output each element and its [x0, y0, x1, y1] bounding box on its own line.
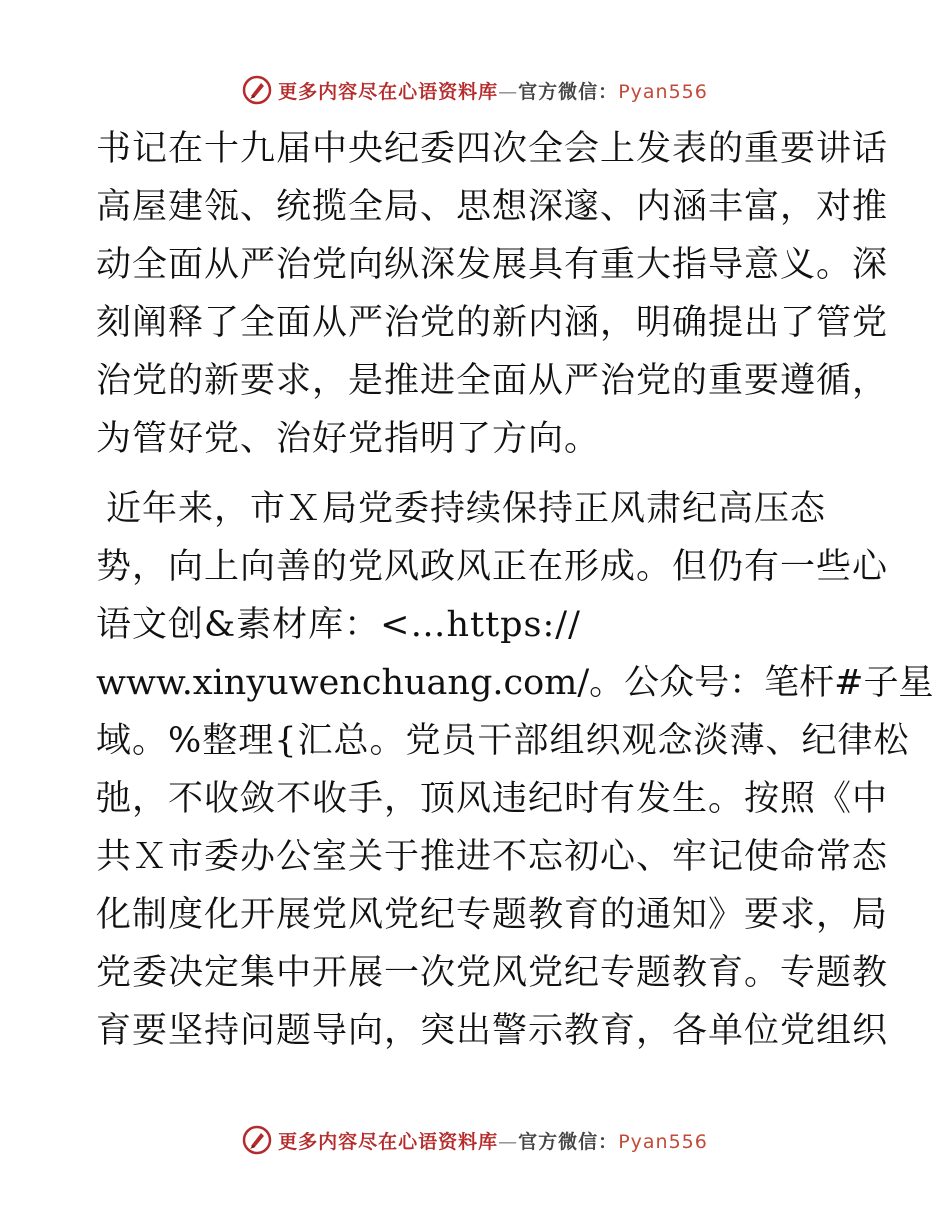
banner-text	[278, 1127, 708, 1154]
pen-nib-logo-icon	[242, 1125, 272, 1155]
banner-wechat-id: Pyan556	[618, 1130, 708, 1153]
text-line: 高屋建瓴、统揽全局、思想深邃、内涵丰富，对推	[96, 187, 889, 227]
text-line: 治党的新要求，是推进全面从严治党的重要遵循，	[96, 361, 889, 401]
document-body	[96, 120, 934, 1060]
banner-separator: —	[498, 80, 519, 103]
text-line: 为管好党、治好党指明了方向。	[96, 419, 601, 459]
text-line: 弛，不收敛不收手，顶风违纪时有发生。按照《中	[96, 779, 889, 819]
text-line: www.xinyuwenchuang.com/。公众号：笔杆#子星	[96, 663, 934, 703]
banner-official-label: 官方微信：	[518, 80, 619, 103]
text-line: 势，向上向善的党风政风正在形成。但仍有一些心	[96, 547, 889, 587]
text-line: 域。%整理{汇总。党员干部组织观念淡薄、纪律松	[96, 721, 910, 761]
banner-wechat-id: Pyan556	[618, 80, 708, 103]
banner-text	[278, 77, 708, 104]
pen-nib-logo-icon	[242, 75, 272, 105]
paragraph-1	[96, 120, 889, 468]
text-line: 刻阐释了全面从严治党的新内涵，明确提出了管党	[96, 303, 889, 343]
text-line: 化制度化开展党风党纪专题教育的通知》要求，局	[96, 895, 889, 935]
text-line: 育要坚持问题导向，突出警示教育，各单位党组织	[96, 1011, 889, 1051]
header-banner	[0, 70, 950, 110]
paragraph-spacer	[96, 468, 856, 480]
text-line: 书记在十九届中央纪委四次全会上发表的重要讲话	[96, 129, 889, 169]
text-line: 语文创&素材库：<…https://	[96, 605, 581, 645]
banner-brand: 更多内容尽在心语资料库	[278, 80, 499, 103]
paragraph-2	[96, 480, 934, 1060]
text-line: 党委决定集中开展一次党风党纪专题教育。专题教	[96, 953, 889, 993]
banner-separator: —	[498, 1130, 519, 1153]
text-line: 共Ｘ市委办公室关于推进不忘初心、牢记使命常态	[96, 837, 889, 877]
footer-banner	[0, 1120, 950, 1160]
banner-official-label: 官方微信：	[518, 1130, 619, 1153]
text-line: 近年来，市Ｘ局党委持续保持正风肃纪高压态	[106, 489, 827, 529]
text-line: 动全面从严治党向纵深发展具有重大指导意义。深	[96, 245, 889, 285]
banner-brand: 更多内容尽在心语资料库	[278, 1130, 499, 1153]
